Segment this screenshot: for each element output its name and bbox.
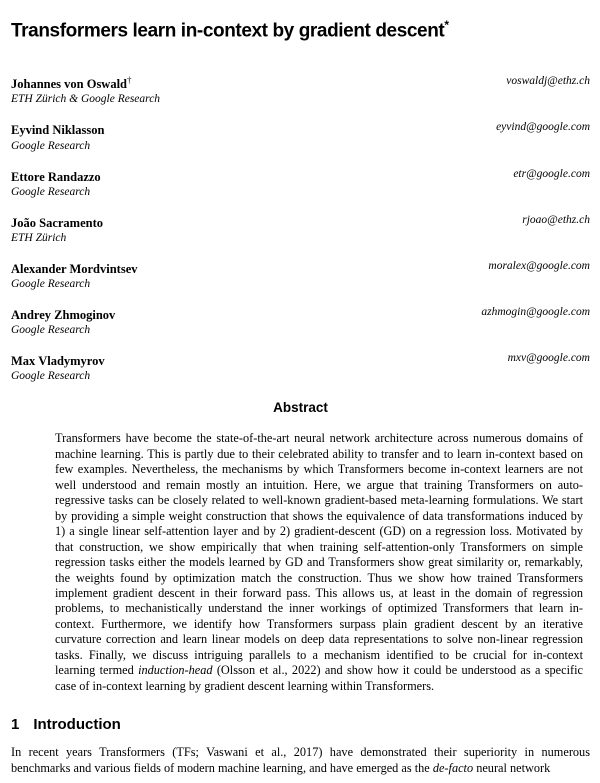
author-name — [11, 349, 105, 369]
author-email: etr@google.com — [513, 167, 590, 180]
author-footnote-mark: † — [127, 75, 132, 86]
author-affiliation: ETH Zürich — [11, 231, 67, 244]
author-identity — [11, 118, 104, 153]
abstract-text — [55, 431, 583, 694]
author-name — [11, 165, 101, 185]
author-identity — [11, 349, 105, 384]
author-row — [11, 257, 590, 292]
author-name — [11, 303, 115, 323]
author-row — [11, 72, 590, 107]
author-affiliation: Google Research — [11, 185, 91, 198]
author-affiliation: Google Research — [11, 370, 91, 383]
author-row — [11, 303, 590, 338]
abstract-text-part1: Transformers have become the state-of-the-art neural network architecture across numerous domains of machine learning. This is partly due to their celebrated ability to transfer and to learn in-context based on few examples. Nevertheless, the mechanisms by which Transformers become in-context learners are not well understood and remain mostly an intuition. Here, we argue that training Transformers on auto-regressive tasks can be closely related to well-known gradient-based meta-learning formulations. We start by providing a simple weight construction that shows the equivalence of data transformations induced by 1) a single linear self-attention layer and by 2) gradient-descent (GD) on a regression loss. Motivated by that construction, we show empirically that when training self-attention-only Transformers on simple regression tasks either the models learned by GD and Transformers show great similarity or, remarkably, the weights found by optimization match the construction. Thus we show how trained Transformers implement gradient descent in their forward pass. This allows us, at least in the domain of regression problems, to mechanistically understand the inner workings of optimized Transformers that learn in-context. Furthermore, we identify how Transformers surpass plain gradient descent by an iterative curvature correction and learn linear models on deep data representations to solve non-linear regression tasks. Finally, we discuss intriguing parallels to a mechanism identified to be crucial for in-context learning termed — [55, 431, 583, 678]
author-name — [11, 72, 160, 92]
author-identity — [11, 257, 138, 292]
author-affiliation: Google Research — [11, 278, 91, 291]
author-row — [11, 211, 590, 246]
author-email: voswaldj@ethz.ch — [506, 75, 590, 88]
author-affiliation: ETH Zürich & Google Research — [11, 93, 161, 106]
author-row — [11, 349, 590, 384]
introduction-text-part1: In recent years Transformers (TFs; Vaswani et al., 2017) have demonstrated their superiority in numerous benchmarks and various fields of modern machine learning, and have emerged as the — [11, 745, 590, 775]
author-block — [11, 72, 590, 384]
author-affiliation: Google Research — [11, 139, 91, 152]
introduction-paragraph — [11, 745, 590, 776]
author-name-text: Eyvind Niklasson — [11, 123, 105, 138]
author-email: moralex@google.com — [488, 259, 590, 272]
author-identity — [11, 211, 103, 246]
abstract-text-part2: (Olsson et al., 2022) and show how it could be understood as a specific case of in-context learning by gradient descent learning within Transformers. — [55, 663, 583, 693]
author-name — [11, 118, 104, 138]
paper-title-text: Transformers learn in-context by gradient descent — [11, 20, 445, 42]
section-heading-introduction — [11, 715, 590, 734]
author-name — [11, 211, 103, 231]
author-email: rjoao@ethz.ch — [522, 213, 590, 226]
author-row — [11, 118, 590, 153]
author-email: mxv@google.com — [507, 352, 590, 365]
author-row — [11, 165, 590, 200]
author-affiliation: Google Research — [11, 324, 91, 337]
author-name-text: Max Vladymyrov — [11, 354, 105, 369]
author-name-text: Ettore Randazzo — [11, 169, 101, 184]
section-heading-text: Introduction — [33, 716, 121, 734]
author-name-text: Alexander Mordvintsev — [11, 262, 138, 277]
section-number: 1 — [11, 716, 20, 734]
author-name-text: Andrey Zhmoginov — [11, 308, 116, 323]
introduction-text-part2: neural network — [473, 760, 551, 775]
abstract-section — [11, 399, 590, 694]
author-email: azhmogin@google.com — [481, 306, 590, 319]
introduction-italic-term: de-facto — [432, 760, 474, 775]
author-identity — [11, 165, 101, 200]
author-identity — [11, 303, 115, 338]
author-email: eyvind@google.com — [496, 121, 590, 134]
author-name — [11, 257, 138, 277]
author-name-text: Johannes von Oswald — [11, 77, 128, 92]
abstract-italic-term: induction-head — [138, 663, 213, 678]
author-identity — [11, 72, 160, 107]
abstract-heading: Abstract — [273, 400, 328, 416]
paper-title — [11, 12, 590, 44]
title-footnote-mark: * — [444, 18, 449, 32]
author-name-text: João Sacramento — [11, 215, 103, 230]
